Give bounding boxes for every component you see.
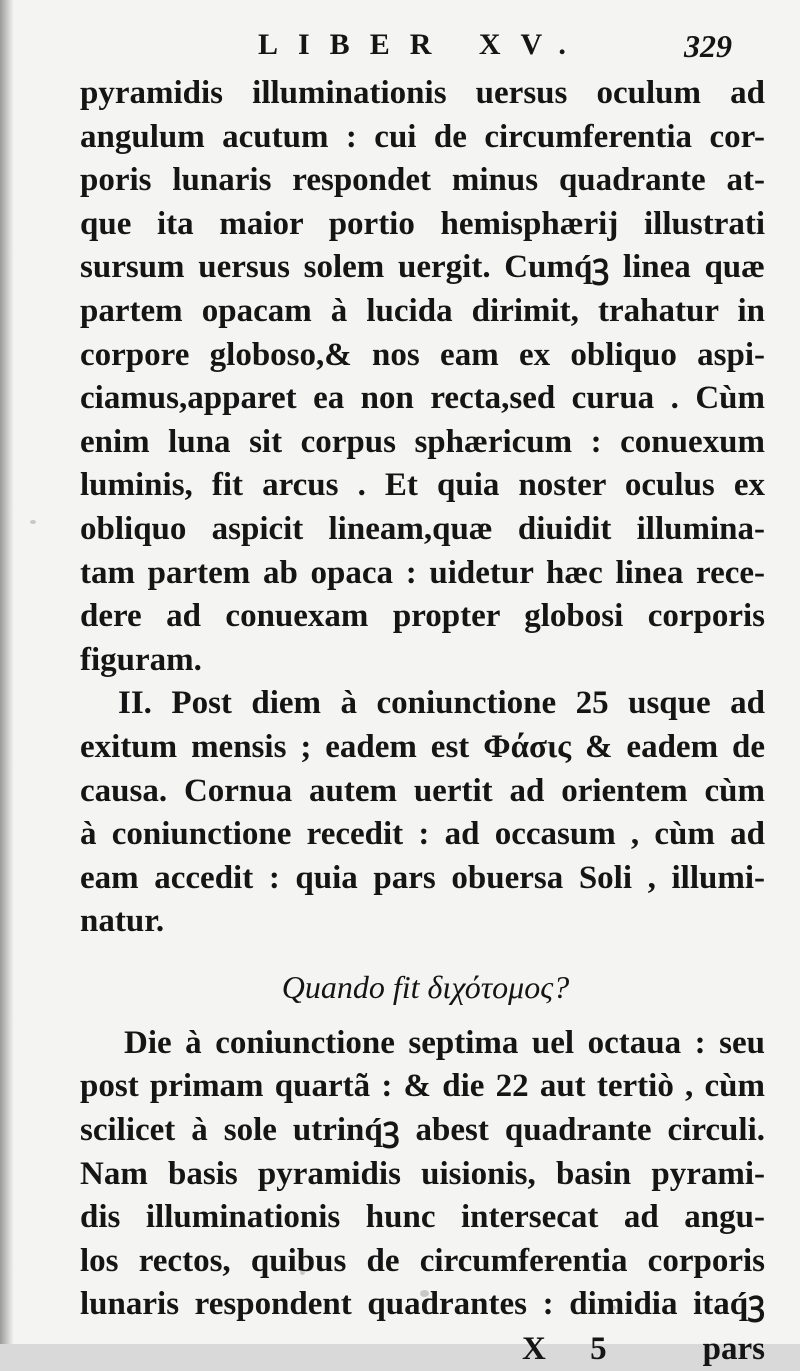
text-line: Die à coniunctione septima uel octaua : seu	[124, 1024, 765, 1061]
text-line: enim luna sit corpus sphæricum : conuexum	[80, 423, 765, 460]
text-line: II. Post diem à coniunctione 25 usque ad	[118, 685, 765, 722]
paragraph-continued	[80, 72, 765, 682]
text-line: figuram.	[80, 641, 202, 678]
paragraph-numbered-ii	[80, 682, 765, 944]
page-number: 329	[684, 28, 732, 64]
text-line: luminis, fit arcus . Et quia noster oculus ex	[80, 467, 765, 504]
page-body	[80, 72, 765, 1371]
catchword: pars	[702, 1331, 765, 1368]
text-line: scilicet à sole utrinq́ꝫ abest quadrante circuli.	[80, 1112, 765, 1149]
text-line: post primam quartã : & die 22 aut tertiò , cùm	[80, 1068, 765, 1105]
section-heading: Quando fit διχότομος?	[281, 968, 570, 1005]
paragraph-dichotomy	[80, 1022, 765, 1327]
text-line: ciamus,apparet ea non recta,sed curua . Cùm	[80, 380, 765, 417]
text-line: Nam basis pyramidis uisionis, basin pyrami-	[80, 1155, 765, 1192]
text-line: dere ad conuexam propter globosi corporis	[80, 598, 765, 635]
text-line: eam accedit : quia pars obuersa Soli , illumi-	[80, 859, 765, 896]
text-line: corpore globoso,& nos eam ex obliquo aspi-	[80, 336, 765, 373]
text-line: partem opacam à lucida dirimit, trahatur in	[80, 292, 765, 329]
text-line: dis illuminationis hunc intersecat ad angu-	[80, 1199, 765, 1236]
text-line: à coniunctione recedit : ad occasum , cùm ad	[80, 816, 765, 853]
text-line: tam partem ab opaca : uidetur hæc linea rece-	[80, 554, 765, 591]
text-line: obliquo aspicit lineam,quæ diuidit illumina-	[80, 510, 765, 547]
text-line: los rectos, quibus de circumferentia corporis	[80, 1242, 765, 1279]
text-line: poris lunaris respondet minus quadrante at-	[80, 162, 765, 199]
text-line: angulum acutum : cui de circumferentia cor-	[80, 118, 765, 155]
signature-mark: X 5	[522, 1331, 625, 1368]
text-line: natur.	[80, 903, 165, 940]
text-line: lunaris respondent quadrantes : dimidia itaq́ꝫ	[80, 1286, 765, 1323]
text-line: causa. Cornua autem uertit ad orientem cùm	[80, 772, 765, 809]
page-footer	[80, 1327, 765, 1371]
page-gutter	[0, 0, 14, 1344]
text-line: sursum uersus solem uergit. Cumq́ꝫ linea quæ	[80, 249, 765, 286]
text-line: exitum mensis ; eadem est Φάσις & eadem de	[80, 728, 765, 765]
text-line: que ita maior portio hemisphærij illustrati	[80, 205, 765, 242]
running-head: LIBER XV.	[258, 28, 586, 61]
page-header	[0, 28, 800, 68]
text-line: pyramidis illuminationis uersus oculum ad	[80, 75, 765, 111]
paper-speck	[30, 520, 36, 524]
